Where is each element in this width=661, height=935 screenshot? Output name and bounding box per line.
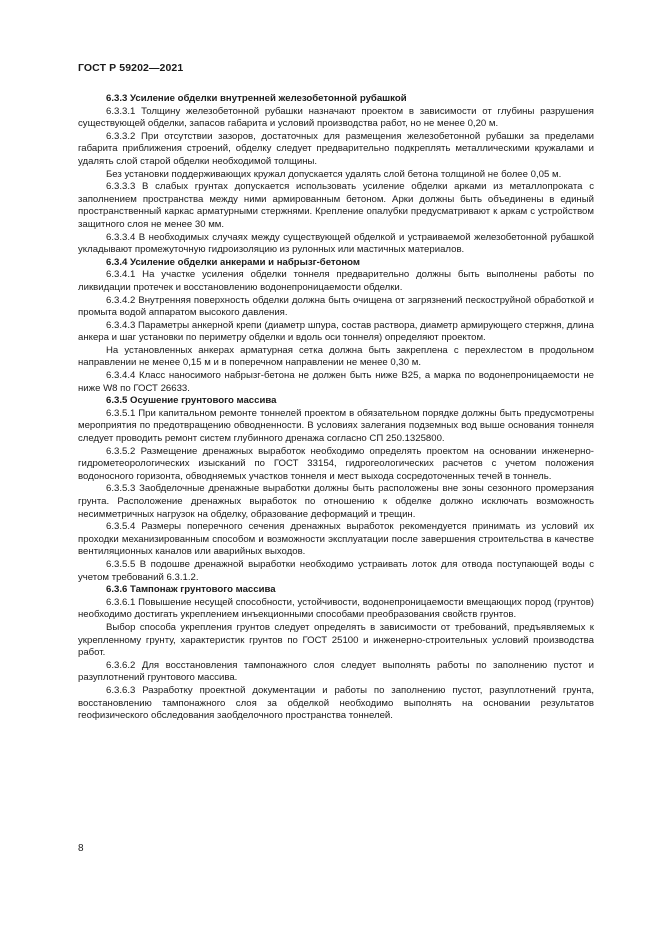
paragraph: 6.3.4.4 Класс наносимого набрызг-бетона не должен быть ниже В25, а марка по водонепроницаемости не ниже W8 по ГОСТ 26633. (78, 370, 594, 394)
paragraph: На установленных анкерах арматурная сетка должна быть закреплена с перехлестом в продольном направлении не менее 0,15 м и в поперечном направлении не менее 0,30 м. (78, 344, 594, 369)
section-heading: 6.3.3 Усиление обделки внутренней железобетонной рубашкой (106, 93, 407, 104)
paragraph: 6.3.5.1 При капитальном ремонте тоннелей проектом в обязательном порядке должны быть предусмотрены мероприятия по предотвращению обводненности. В условиях залегания подземных вод выше основания тоннеля следует проводить ремонт систем глубинного дренажа согласно СП 250.1325800. (78, 407, 594, 445)
paragraph: 6.3.3.3 В слабых грунтах допускается использовать усиление обделки арками из металлопроката с заполнением пространства между ними армированным бетоном. Арки должны быть объединены в единый пространственный каркас арматурными стержнями. Крепление опалубки предусматривают к аркам с устройством защитного слоя не менее 30 мм. (78, 181, 594, 230)
paragraph: 6.3.5.3 Заобделочные дренажные выработки должны быть расположены вне зоны сезонного промерзания грунта. Расположение дренажных выработок по отношению к обделке должно исключать возможность несимметричных нагрузок на обделку, образование деформаций и трещин. (78, 483, 594, 520)
paragraph: 6.3.6.3 Разработку проектной документации и работы по заполнению пустот, разуплотнений грунта, восстановлению тампонажного слоя за обделкой необходимо выполнять на основании результатов геофизического обследования заобделочного пространства тоннелей. (78, 684, 594, 722)
paragraph: 6.3.6.2 Для восстановления тампонажного слоя следует выполнять работы по заполнению пустот и разуплотнений грунтового массива. (78, 659, 594, 684)
section-heading: 6.3.4 Усиление обделки анкерами и набрызг-бетоном (106, 256, 360, 268)
section-heading: 6.3.6 Тампонаж грунтового массива (106, 584, 276, 596)
paragraph: 6.3.5.2 Размещение дренажных выработок необходимо определять проектом на основании инженерно-гидрометеорологических изысканий по ГОСТ 33154, гидрогеологических расчетов с учетом положения водоносного горизонта, обводняемых участков тоннеля и мест выхода сосредоточенных течей в тоннель. (78, 445, 594, 482)
paragraph: 6.3.3.1 Толщину железобетонной рубашки назначают проектом в зависимости от глубины разрушения существующей обделки, запасов габарита и условий производства работ, но не менее 0,20 м. (78, 105, 594, 130)
paragraph: Без установки поддерживающих кружал допускается удалять слой бетона толщиной не более 0,05 м. (106, 168, 562, 180)
page-number: 8 (78, 843, 84, 854)
paragraph: 6.3.5.4 Размеры поперечного сечения дренажных выработок рекомендуется принимать из условий их проходки механизированным способом и возможности эксплуатации после завершения строительства в качестве вентиляционных каналов или аварийных выходов. (78, 521, 594, 558)
paragraph: 6.3.5.5 В подошве дренажной выработки необходимо устраивать лоток для отвода поступающей воды с учетом требований 6.3.1.2. (78, 558, 594, 583)
paragraph: 6.3.4.2 Внутренняя поверхность обделки должна быть очищена от загрязнений пескоструйной обработкой и промыта водой аппаратом высокого давления. (78, 294, 594, 319)
section-heading: 6.3.5 Осушение грунтового массива (106, 395, 277, 407)
document-header: ГОСТ Р 59202—2021 (78, 62, 184, 74)
paragraph: 6.3.4.3 Параметры анкерной крепи (диаметр шпура, состав раствора, диаметр армирующего стержня, длина анкера и шаг установки по периметру обделки и вдоль оси тоннеля) определяют проектом. (78, 319, 594, 344)
paragraph: Выбор способа укрепления грунтов следует определять в зависимости от требований, предъявляемых к укрепленному грунту, характеристик грунтов по ГОСТ 25100 и инженерно-строительных условий производства работ. (78, 621, 594, 659)
document-body (78, 93, 594, 723)
paragraph: 6.3.4.1 На участке усиления обделки тоннеля предварительно должны быть выполнены работы по ликвидации протечек и восстановлению водонепроницаемости обделки. (78, 269, 594, 293)
paragraph: 6.3.3.2 При отсутствии зазоров, достаточных для размещения железобетонной рубашки за пределами габарита приближения строений, обделку следует предварительно подкреплять металлическими кружалами и удалять слой старой обделки необходимой толщины. (78, 130, 594, 167)
paragraph: 6.3.3.4 В необходимых случаях между существующей обделкой и устраиваемой железобетонной рубашкой укладывают промежуточную гидроизоляцию из рулонных или мастичных материалов. (78, 231, 594, 256)
paragraph: 6.3.6.1 Повышение несущей способности, устойчивости, водонепроницаемости вмещающих пород (грунтов) необходимо достигать укреплением инъекционными способами преобразования свойств грунтов. (78, 596, 594, 621)
